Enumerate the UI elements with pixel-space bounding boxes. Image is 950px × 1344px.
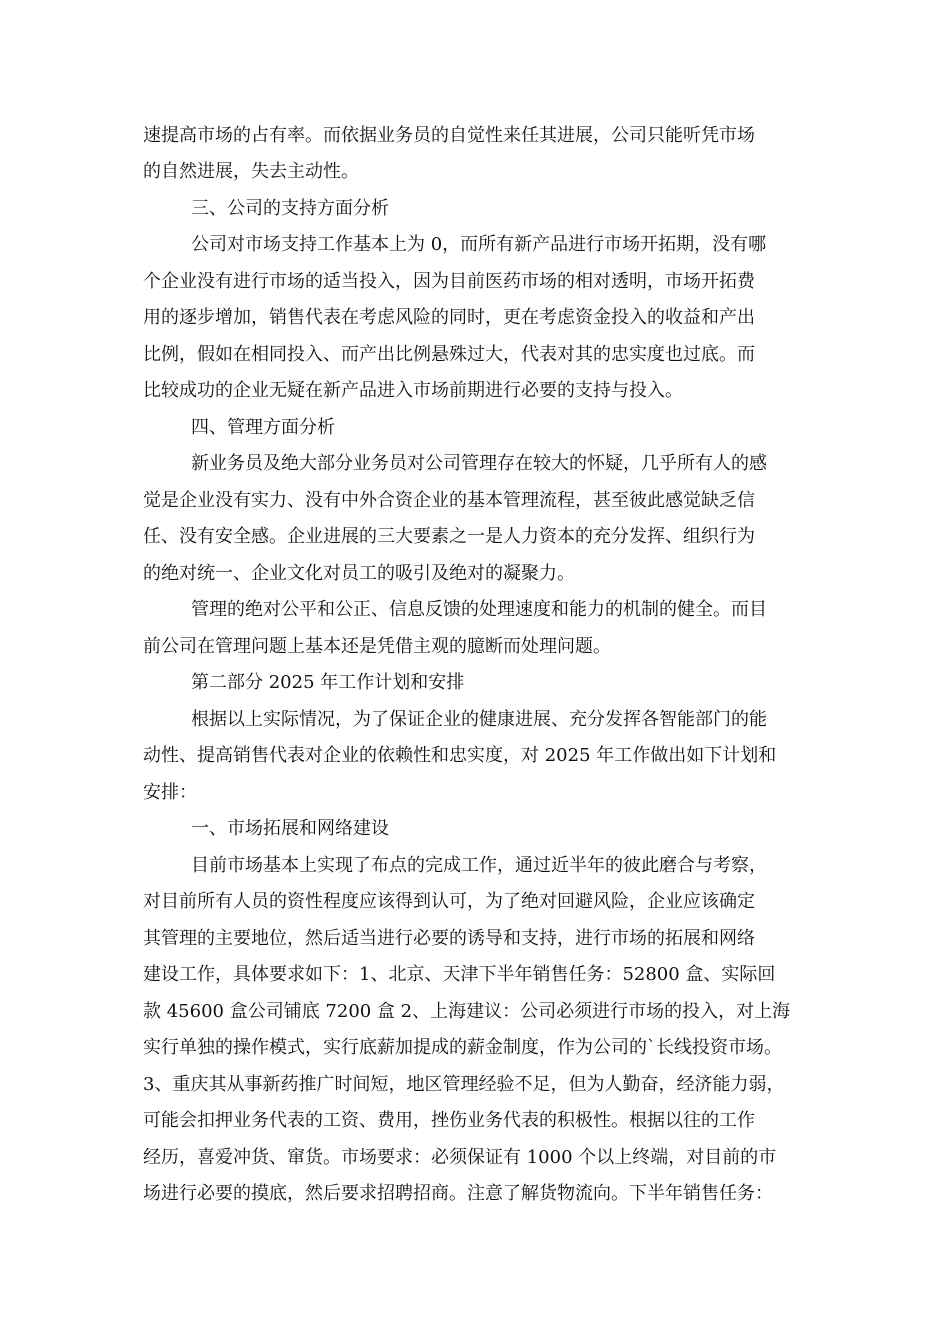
text-line: 个企业没有进行市场的适当投入，因为目前医药市场的相对透明，市场开拓费 <box>143 271 755 292</box>
text-line: 3、重庆其从事新药推广时间短，地区管理经验不足，但为人勤奋，经济能力弱， <box>143 1074 785 1095</box>
text-line: 经历，喜爱冲货、窜货。市场要求：必须保证有 1000 个以上终端，对目前的市 <box>143 1147 777 1168</box>
section-heading: 三、公司的支持方面分析 <box>191 198 389 219</box>
text-line: 任、没有安全感。企业进展的三大要素之一是人力资本的充分发挥、组织行为 <box>143 526 755 547</box>
text-line: 动性、提高销售代表对企业的依赖性和忠实度，对 2025 年工作做出如下计划和 <box>143 745 777 766</box>
text-line: 目前市场基本上实现了布点的完成工作，通过近半年的彼此磨合与考察， <box>191 855 767 876</box>
text-line: 前公司在管理问题上基本还是凭借主观的臆断而处理问题。 <box>143 636 611 657</box>
section-heading: 一、市场拓展和网络建设 <box>191 818 389 839</box>
section-heading: 第二部分 2025 年工作计划和安排 <box>191 672 465 693</box>
text-line: 安排： <box>143 782 197 803</box>
text-line: 新业务员及绝大部分业务员对公司管理存在较大的怀疑，几乎所有人的感 <box>191 453 767 474</box>
text-line: 实行单独的操作模式，实行底薪加提成的薪金制度，作为公司的`长线投资市场。 <box>143 1037 782 1058</box>
text-line: 用的逐步增加，销售代表在考虑风险的同时，更在考虑资金投入的收益和产出 <box>143 307 755 328</box>
text-line: 场进行必要的摸底，然后要求招聘招商。注意了解货物流向。下半年销售任务： <box>143 1183 773 1204</box>
text-line: 管理的绝对公平和公正、信息反馈的处理速度和能力的机制的健全。而目 <box>191 599 767 620</box>
section-heading: 四、管理方面分析 <box>191 417 335 438</box>
text-line: 其管理的主要地位，然后适当进行必要的诱导和支持，进行市场的拓展和网络 <box>143 928 755 949</box>
text-line: 的绝对统一、企业文化对员工的吸引及绝对的凝聚力。 <box>143 563 575 584</box>
text-line: 比较成功的企业无疑在新产品进入市场前期进行必要的支持与投入。 <box>143 380 683 401</box>
text-line: 觉是企业没有实力、没有中外合资企业的基本管理流程，甚至彼此感觉缺乏信 <box>143 490 755 511</box>
text-line: 对目前所有人员的资性程度应该得到认可，为了绝对回避风险，企业应该确定 <box>143 891 755 912</box>
text-line: 建设工作，具体要求如下：1、北京、天津下半年销售任务：52800 盒、实际回 <box>143 964 776 985</box>
text-line: 款 45600 盒公司铺底 7200 盒 2、上海建议：公司必须进行市场的投入，对上海 <box>143 1001 791 1022</box>
text-line: 的自然进展，失去主动性。 <box>143 161 359 182</box>
text-line: 速提高市场的占有率。而依据业务员的自觉性来任其进展，公司只能听凭市场 <box>143 125 755 146</box>
text-line: 比例，假如在相同投入、而产出比例悬殊过大，代表对其的忠实度也过底。而 <box>143 344 755 365</box>
text-line: 可能会扣押业务代表的工资、费用，挫伤业务代表的积极性。根据以往的工作 <box>143 1110 755 1131</box>
text-line: 根据以上实际情况，为了保证企业的健康进展、充分发挥各智能部门的能 <box>191 709 767 730</box>
text-line: 公司对市场支持工作基本上为 0，而所有新产品进行市场开拓期，没有哪 <box>191 234 767 255</box>
